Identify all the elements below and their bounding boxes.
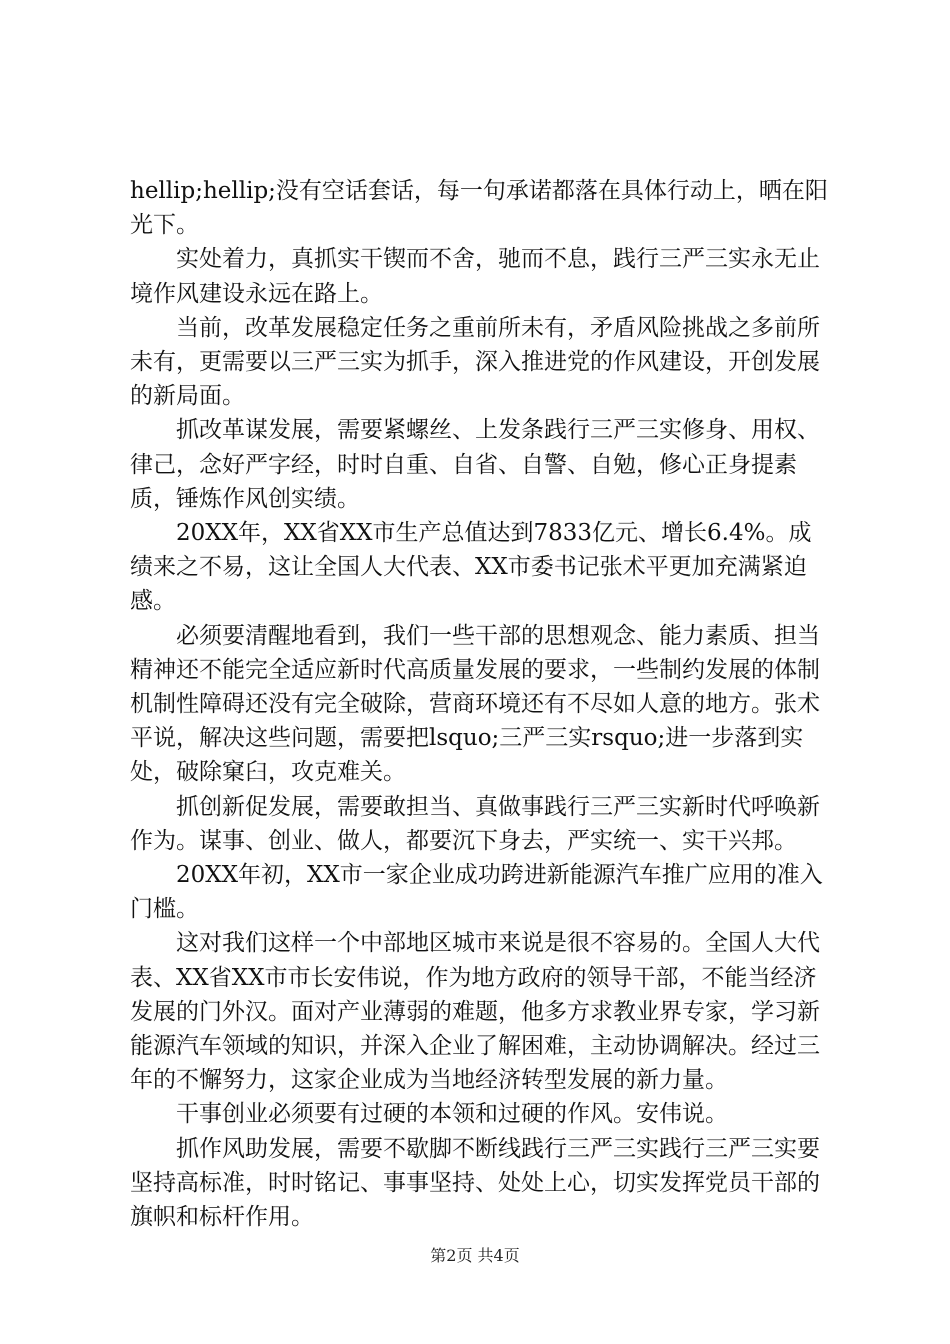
- paragraph-2: 实处着力，真抓实干锲而不舍，驰而不息，践行三严三实永无止境作风建设永远在路上。: [130, 246, 820, 307]
- paragraph-3: 当前，改革发展稳定任务之重前所未有，矛盾风险挑战之多前所未有，更需要以三严三实为抓手，深入推进党的作风建设，开创发展的新局面。: [130, 314, 820, 410]
- page-number-label: 第2页 共4页: [430, 1246, 520, 1265]
- paragraph-8: 20XX年初，XX市一家企业成功跨进新能源汽车推广应用的准入门槛。: [130, 862, 823, 923]
- paragraph-7: 抓创新促发展，需要敢担当、真做事践行三严三实新时代呼唤新作为。谋事、创业、做人，都要沉下身去，严实统一、实干兴邦。: [130, 793, 820, 854]
- paragraph-6: 必须要清醒地看到，我们一些干部的思想观念、能力素质、担当精神还不能完全适应新时代高质量发展的要求，一些制约发展的体制机制性障碍还没有完全破除，营商环境还有不尽如人意的地方。张术平说，解决这些问题，需要把lsquo;三严三实rsquo;进一步落到实处，破除窠臼，攻克难关。: [130, 622, 820, 786]
- document-body: [130, 174, 834, 1234]
- page-footer: [0, 1246, 950, 1266]
- paragraph-11: 抓作风助发展，需要不歇脚不断线践行三严三实践行三严三实要坚持高标准，时时铭记、事事坚持、处处上心，切实发挥党员干部的旗帜和标杆作用。: [130, 1135, 820, 1231]
- paragraph-4: 抓改革谋发展，需要紧螺丝、上发条践行三严三实修身、用权、律己，念好严字经，时时自重、自省、自警、自勉，修心正身提素质，锤炼作风创实绩。: [130, 417, 820, 512]
- paragraph-10: 干事创业必须要有过硬的本领和过硬的作风。安伟说。: [176, 1101, 728, 1128]
- paragraph-1: hellip;hellip;没有空话套话，每一句承诺都落在具体行动上，晒在阳光下。: [130, 178, 828, 239]
- paragraph-9: 这对我们这样一个中部地区城市来说是很不容易的。全国人大代表、XX省XX市市长安伟说，作为地方政府的领导干部，不能当经济发展的门外汉。面对产业薄弱的难题，他多方求教业界专家，学习新能源汽车领域的知识，并深入企业了解困难，主动协调解决。经过三年的不懈努力，这家企业成为当地经济转型发展的新力量。: [130, 930, 820, 1094]
- paragraph-5: 20XX年，XX省XX市生产总值达到7833亿元、增长6.4%。成绩来之不易，这让全国人大代表、XX市委书记张术平更加充满紧迫感。: [130, 520, 812, 615]
